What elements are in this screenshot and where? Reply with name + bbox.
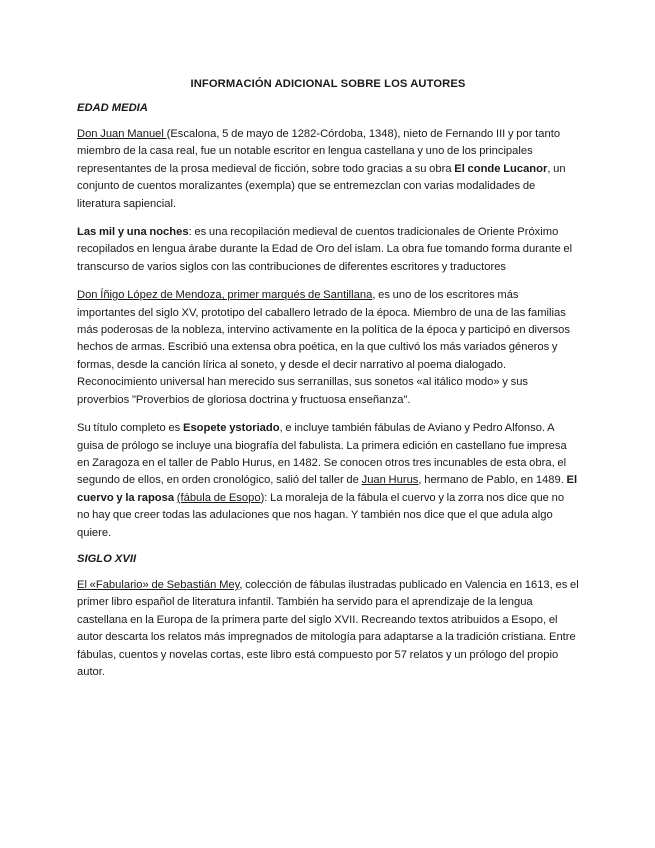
paragraph-esopete bbox=[77, 420, 579, 542]
paragraph-juan-manuel bbox=[77, 126, 579, 213]
document-body bbox=[77, 78, 579, 692]
section-heading-edad-media: EDAD MEDIA bbox=[77, 102, 148, 114]
document-title: INFORMACIÓN ADICIONAL SOBRE LOS AUTORES bbox=[190, 78, 466, 90]
paragraph-mil-y-una-noches bbox=[77, 224, 579, 276]
work-title-fabulario: El «Fabulario» de Sebastián Mey bbox=[77, 578, 240, 591]
text-run: , hermano de Pablo, en 1489. bbox=[418, 474, 567, 487]
paragraph-santillana bbox=[77, 287, 579, 409]
text-run: , es uno de los escritores más importantes del siglo XV, prototipo del caballero letrado de la época. Miembro de una de las familias más poderosas de la nobleza, intervino activamente en la política de la época y participó en diversos hechos de armas. Escribió una extensa obra poética, en la que cultivó los más variados géneros y formas, desde la canción lírica al soneto, y desde el decir narrativo al poema dialogado. Reconocimiento universal han merecido sus serranillas, sus sonetos «al itálico modo» y sus proverbios "Proverbios de gloriosa doctrina y fructuosa enseñanza". bbox=[77, 289, 570, 406]
text-run: ): La moraleja de la fábula el cuervo y la zorra nos dice que no no hay que creer todas las adulaciones que nos hagan. Y también nos dice que el que adula algo quiere. bbox=[77, 491, 565, 539]
author-name-juan-hurus: Juan Hurus bbox=[361, 474, 419, 487]
text-run: , colección de fábulas ilustradas publicado en Valencia en 1613, es el primer libro español de literatura infantil. También ha servido para el aprendizaje de la lengua castellana en la Europa de la primera parte del siglo XVII. Recreando textos atribuidos a Esopo, el autor descarta los relatos más impregnados de mitología para adaptarse a la tradición cristiana. Entre fábulas, cuentos y novelas cortas, este libro está compuesto por 57 relatos y un prólogo del propio autor. bbox=[77, 578, 579, 678]
work-title-cuervo-raposa: El cuervo y la raposa bbox=[77, 474, 578, 504]
author-name-santillana: Don Íñigo López de Mendoza, primer marqués de Santillana bbox=[77, 289, 373, 302]
fabula-esopo-link: (fábula de Esopo bbox=[176, 491, 261, 504]
text-run: (Escalona, 5 de mayo de 1282-Córdoba, 1348), nieto de Fernando III y por tanto miembro de la casa real, fue un notable escritor en lengua castellana y uno de los principales representantes de la prosa medieval de ficción, sobre todo gracias a su obra bbox=[77, 128, 561, 175]
text-run: , e incluye también fábulas de Aviano y Pedro Alfonso. A guisa de prólogo se incluye una biografía del fabulista. La primera edición en castellano fue impresa en Zaragoza en el taller de Pablo Hurus, en 1482. Se conocen otros tres incunables de esta obra, el segundo de ellos, en orden cronológico, salió del taller de bbox=[77, 422, 567, 487]
section-heading-siglo-xvii: SIGLO XVII bbox=[77, 552, 137, 565]
paragraph-fabulario bbox=[77, 577, 579, 681]
text-run: Su título completo es bbox=[77, 422, 183, 435]
text-run: : es una recopilación medieval de cuentos tradicionales de Oriente Próximo recopilados en lengua árabe durante la Edad de Oro del islam. La obra fue tomando forma durante el transcurso de varios siglos con las contribuciones de diferentes escritores y traductores bbox=[77, 226, 573, 273]
work-title-mil-y-una-noches: Las mil y una noches bbox=[77, 226, 189, 239]
author-name-juan-manuel: Don Juan Manuel bbox=[77, 128, 167, 140]
text-run: , un conjunto de cuentos moralizantes (exempla) que se entremezclan con varias modalidades de literatura sapiencial. bbox=[77, 162, 566, 210]
work-title-conde-lucanor: El conde Lucanor bbox=[454, 162, 548, 175]
work-title-esopete: Esopete ystoriado bbox=[182, 422, 280, 435]
